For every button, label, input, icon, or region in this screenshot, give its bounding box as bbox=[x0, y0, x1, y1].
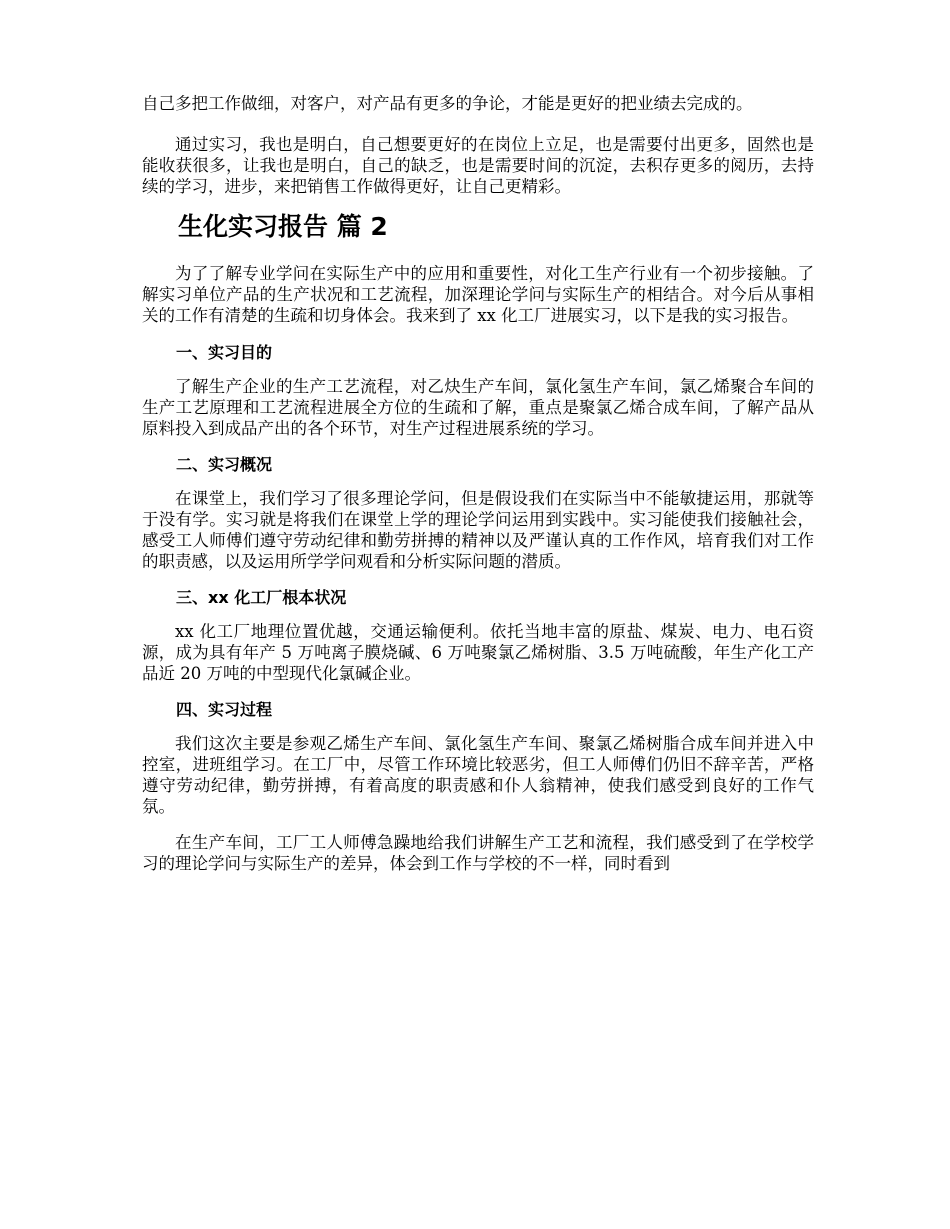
paragraph-process-1: 我们这次主要是参观乙烯生产车间、氯化氢生产车间、聚氯乙烯树脂合成车间并进入中控室，进班组学习。在工厂中，尽管工作环境比较恶劣，但工人师傅们仍旧不辞辛苦，严格遵守劳动纪律，勤劳拼搏，有着高度的职责感和仆人翁精神，使我们感受到良好的工作气氛。 bbox=[142, 734, 814, 816]
document-page bbox=[142, 93, 814, 874]
paragraph-reflection: 通过实习，我也是明白，自己想要更好的在岗位上立足，也是需要付出更多，固然也是能收获很多，让我也是明白，自己的缺乏，也是需要时间的沉淀，去积存更多的阅历，去持续的学习，进步，来把销售工作做得更好，让自己更精彩。 bbox=[142, 135, 814, 196]
subsection-title-goal: 一、实习目的 bbox=[176, 343, 273, 362]
paragraph-factory: xx 化工厂地理位置优越，交通运输便利。依托当地丰富的原盐、煤炭、电力、电石资源，成为具有年产 5 万吨离子膜烧碱、6 万吨聚氯乙烯树脂、3.5 万吨硫酸，年生产化工产品近 20 万吨的中型现代化氯碱企业。 bbox=[142, 622, 814, 683]
paragraph-process-2: 在生产车间，工厂工人师傅急躁地给我们讲解生产工艺和流程，我们感受到了在学校学习的理论学问与实际生产的差异，体会到工作与学校的不一样，同时看到 bbox=[142, 833, 814, 873]
paragraph-goal: 了解生产企业的生产工艺流程，对乙炔生产车间，氯化氢生产车间，氯乙烯聚合车间的生产工艺原理和工艺流程进展全方位的生疏和了解，重点是聚氯乙烯合成车间，了解产品从原料投入到成品产出的各个环节，对生产过程进展系统的学习。 bbox=[142, 377, 814, 438]
paragraph-intro-end: 自己多把工作做细，对客户，对产品有更多的争论，才能是更好的把业绩去完成的。 bbox=[142, 94, 753, 113]
subsection-title-overview: 二、实习概况 bbox=[176, 455, 273, 474]
paragraph-overview: 在课堂上，我们学习了很多理论学问，但是假设我们在实际当中不能敏捷运用，那就等于没有学。实习就是将我们在课堂上学的理论学问运用到实践中。实习能使我们接触社会，感受工人师傅们遵守劳动纪律和勤劳拼搏的精神以及严谨认真的工作作风，培育我们对工作的职责感，以及运用所学学问观看和分析实际问题的潜质。 bbox=[142, 489, 814, 571]
section-heading: 生化实习报告 篇 2 bbox=[178, 212, 388, 241]
paragraph-purpose-intro: 为了了解专业学问在实际生产中的应用和重要性，对化工生产行业有一个初步接触。了解实习单位产品的生产状况和工艺流程，加深理论学问与实际生产的相结合。对今后从事相关的工作有清楚的生疏和切身体会。我来到了 xx 化工厂进展实习，以下是我的实习报告。 bbox=[142, 264, 814, 325]
subsection-title-factory: 三、xx 化工厂根本状况 bbox=[176, 588, 347, 607]
subsection-title-process: 四、实习过程 bbox=[176, 700, 273, 719]
